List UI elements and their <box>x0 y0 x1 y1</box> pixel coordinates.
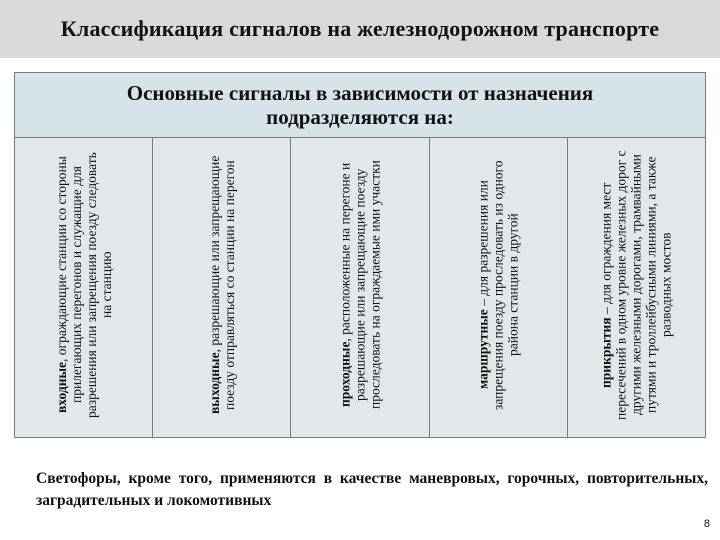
column-term: прикрытия <box>598 317 614 388</box>
column-text <box>152 145 290 425</box>
column-text <box>290 145 428 425</box>
slide-title: Классификация сигналов на железнодорожном транспорте <box>60 16 660 41</box>
column-term: маршрутные <box>475 309 491 390</box>
column-desc: , расположенные на перегоне и разрешающие или запрещающие поезду проследовать на ограждаемые ими участки <box>337 160 383 410</box>
column-desc: , ограждающие станции со стороны прилегающих перегонов и служащие для разрешения или запрещения поезду следовать на станцию <box>53 152 114 418</box>
column-term: проходные <box>337 341 353 408</box>
panel-heading: Основные сигналы в зависимости от назначения подразделяются на: <box>126 81 594 129</box>
panel-header <box>15 73 705 138</box>
column-vkhodnye <box>15 137 152 437</box>
footer-text: Светофоры, кроме того, применяются в качестве маневровых, горочных, повторительных, заградительных и локомотивных <box>36 470 708 509</box>
column-desc: , разрешающие или запрещающие поезду отправляться со станции на перегон <box>206 155 237 410</box>
column-prokhodnye <box>290 137 428 437</box>
column-term: входные <box>53 362 69 414</box>
page-number: 8 <box>703 518 710 530</box>
column-vykhodnye <box>152 137 290 437</box>
column-text <box>429 145 567 425</box>
column-term: выходные <box>206 352 222 415</box>
column-desc: – для разрешения или запрещения поезду проследовать из одного района станции в другой <box>475 160 521 410</box>
column-marshrutnye <box>429 137 567 437</box>
signals-panel <box>14 72 706 438</box>
column-desc: – для ограждения мест пересечений в одном уровне железных дорог с другими железными дорогами, трамвайными путями и троллейбусными линиями, а также разводных мостов <box>598 150 674 420</box>
column-text <box>567 145 705 425</box>
title-bar <box>0 0 720 58</box>
column-text <box>15 145 152 425</box>
columns <box>15 137 705 437</box>
column-prikrytiya <box>567 137 705 437</box>
